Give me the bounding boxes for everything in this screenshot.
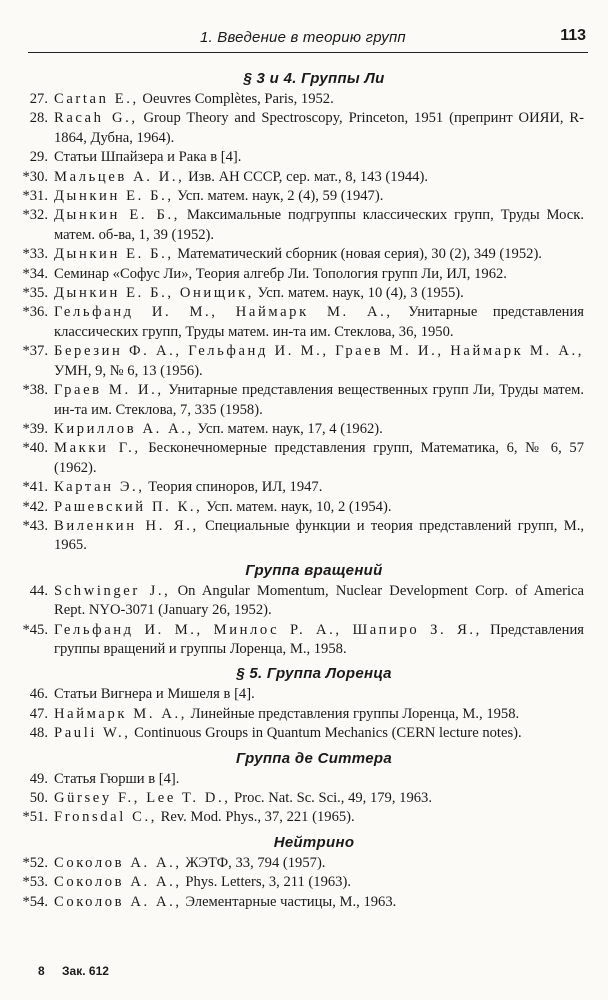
reference-number: *39.: [22, 420, 48, 437]
reference-entry: [0, 284, 608, 303]
sheet-signature: 8: [38, 964, 45, 978]
reference-entry: [0, 420, 608, 439]
reference-number: *41.: [22, 479, 48, 496]
reference-number: 44.: [29, 582, 48, 599]
reference-author: Мальцев А. И.,: [54, 168, 185, 185]
printer-footer: [38, 964, 123, 978]
reference-text: Усп. матем. наук, 10, 2 (1954).: [206, 498, 392, 515]
reference-number: 27.: [29, 91, 48, 107]
running-header: [28, 26, 588, 53]
reference-author: Racah G.,: [54, 110, 138, 127]
reference-number: *38.: [22, 382, 48, 399]
reference-number: *40.: [22, 440, 48, 457]
bibliography: [0, 64, 608, 912]
reference-number: *52.: [22, 854, 48, 871]
reference-number: *43.: [22, 517, 48, 534]
reference-entry: [0, 724, 608, 743]
reference-text: Семинар «Софус Ли», Теория алгебр Ли. Топология групп Ли, ИЛ, 1962.: [54, 265, 507, 282]
reference-text: Бесконечномерные представления групп, Математика, 6, № 6, 57 (1962).: [54, 440, 584, 476]
reference-author: Fronsdal C.,: [54, 809, 157, 826]
reference-entry: [0, 381, 608, 420]
reference-entry: [0, 517, 608, 556]
reference-entry: [0, 148, 608, 167]
reference-entry: [0, 265, 608, 284]
reference-number: 50.: [29, 790, 48, 806]
reference-entry: [0, 342, 608, 381]
reference-number: *37.: [22, 343, 48, 360]
reference-text: Continuous Groups in Quantum Mechanics (CERN lecture notes).: [134, 725, 522, 742]
reference-text: Изв. АН СССР, сер. мат., 8, 143 (1944).: [188, 168, 428, 185]
reference-text: On Angular Momentum, Nuclear Development Corp. of America Rept. NYO-3071 (January 26, 1952).: [54, 582, 584, 619]
reference-author: Березин Ф. А., Гельфанд И. М., Граев М. И., Наймарк М. А.,: [54, 343, 584, 360]
reference-author: Schwinger J.,: [54, 582, 171, 599]
reference-text: Phys. Letters, 3, 211 (1963).: [185, 874, 351, 891]
reference-text: Унитарные представления вещественных групп Ли, Труды матем. ин-та им. Стеклова, 7, 335 (1958).: [54, 382, 584, 418]
reference-entry: [0, 168, 608, 187]
reference-author: Соколов А. А.,: [54, 854, 182, 871]
reference-text: Теория спиноров, ИЛ, 1947.: [148, 479, 323, 496]
section-heading: § 3 и 4. Группы Ли: [243, 70, 385, 87]
reference-entry: [0, 582, 608, 621]
reference-entry: [0, 621, 608, 660]
reference-number: *54.: [22, 893, 48, 910]
reference-author: Кириллов А. А.,: [54, 420, 194, 437]
reference-author: Gürsey F., Lee T. D.,: [54, 790, 231, 806]
reference-text: Усп. матем. наук, 10 (4), 3 (1955).: [257, 285, 464, 302]
reference-text: Представления группы вращений и группы Лоренца, М., 1958.: [54, 621, 584, 657]
reference-author: Cartan E.,: [54, 91, 139, 107]
reference-number: *31.: [22, 188, 48, 205]
reference-text: Линейные представления группы Лоренца, М., 1958.: [190, 705, 520, 722]
order-number: Зак. 612: [62, 964, 109, 978]
reference-number: *33.: [22, 246, 48, 263]
reference-entry: [0, 893, 608, 912]
reference-text: Математический сборник (новая серия), 30 (2), 349 (1952).: [177, 246, 542, 263]
reference-author: Наймарк М. А.,: [54, 705, 187, 722]
reference-number: 49.: [29, 770, 48, 787]
reference-number: *51.: [22, 809, 48, 826]
section-heading: § 5. Группа Лоренца: [236, 665, 392, 683]
reference-author: Дынкин Е. Б., Онищик,: [54, 285, 255, 302]
section-heading: Группа де Ситтера: [236, 749, 392, 767]
reference-number: *53.: [22, 874, 48, 891]
reference-text: Статья Гюрши в [4].: [54, 770, 180, 787]
reference-text: Group Theory and Spectroscopy, Princeton, 1951 (препринт ОИЯИ, R-1864, Дубна, 1964).: [54, 110, 584, 146]
reference-number: 46.: [29, 686, 48, 703]
section-heading: Нейтрино: [273, 833, 355, 851]
reference-author: Макки Г.,: [54, 440, 141, 457]
reference-text: Усп. матем. наук, 17, 4 (1962).: [197, 420, 383, 437]
section-heading: Группа вращений: [245, 561, 383, 579]
reference-text: УМН, 9, № 6, 13 (1956).: [54, 362, 203, 379]
reference-text: Элементарные частицы, М., 1963.: [185, 893, 397, 910]
reference-entry: [0, 873, 608, 892]
reference-number: *42.: [22, 498, 48, 515]
reference-text: Статьи Шпайзера и Рака в [4].: [54, 149, 242, 166]
reference-author: Гельфанд И. М., Наймарк М. А.,: [54, 304, 393, 321]
reference-number: 29.: [29, 149, 48, 166]
reference-entry: [0, 705, 608, 724]
reference-entry: [0, 498, 608, 517]
reference-number: *30.: [22, 168, 48, 185]
reference-entry: [0, 303, 608, 342]
reference-number: *34.: [22, 265, 48, 282]
reference-number: *32.: [22, 207, 48, 224]
reference-author: Дынкин Е. Б.,: [54, 207, 181, 224]
reference-entry: [0, 808, 608, 827]
reference-text: ЖЭТФ, 33, 794 (1957).: [185, 854, 326, 871]
reference-entry: [0, 789, 608, 808]
reference-author: Pauli W.,: [54, 725, 131, 742]
reference-entry: [0, 187, 608, 206]
reference-text: Унитарные представления классических групп, Труды матем. ин-та им. Стеклова, 36, 1950.: [54, 304, 585, 340]
reference-text: Специальные функции и теория представлений групп, М., 1965.: [54, 517, 584, 554]
reference-number: *45.: [22, 621, 48, 638]
reference-text: Усп. матем. наук, 2 (4), 59 (1947).: [177, 188, 384, 205]
reference-number: 28.: [29, 110, 48, 127]
running-title: 1. Введение в теорию групп: [200, 29, 406, 46]
reference-text: Proc. Nat. Sc. Sci., 49, 179, 1963.: [234, 790, 432, 806]
reference-number: 47.: [29, 705, 48, 722]
reference-author: Виленкин Н. Я.,: [54, 517, 199, 534]
reference-entry: [0, 439, 608, 478]
reference-author: Граев М. И.,: [54, 382, 164, 399]
reference-number: 48.: [29, 725, 48, 742]
page-number: 113: [560, 27, 586, 44]
reference-entry: [0, 478, 608, 497]
reference-text: Rev. Mod. Phys., 37, 221 (1965).: [160, 809, 355, 826]
reference-author: Дынкин Е. Б.,: [54, 188, 174, 205]
reference-number: *35.: [22, 285, 48, 302]
reference-entry: [0, 206, 608, 245]
reference-text: Максимальные подгруппы классических групп, Труды Моск. матем. об-ва, 1, 39 (1952).: [54, 207, 584, 243]
reference-author: Соколов А. А.,: [54, 893, 182, 910]
reference-author: Гельфанд И. М., Минлос Р. А., Шапиро З. Я.,: [54, 621, 482, 638]
reference-entry: [0, 770, 608, 789]
reference-entry: [0, 90, 608, 109]
reference-number: *36.: [22, 304, 48, 321]
reference-entry: [0, 685, 608, 704]
reference-entry: [0, 245, 608, 264]
reference-author: Рашевский П. К.,: [54, 498, 203, 515]
reference-entry: [0, 109, 608, 148]
reference-text: Oeuvres Complètes, Paris, 1952.: [142, 91, 334, 107]
reference-text: Статьи Вигнера и Мишеля в [4].: [54, 686, 255, 703]
reference-entry: [0, 854, 608, 873]
reference-author: Картан Э.,: [54, 479, 145, 496]
reference-author: Дынкин Е. Б.,: [54, 246, 174, 263]
reference-author: Соколов А. А.,: [54, 874, 182, 891]
